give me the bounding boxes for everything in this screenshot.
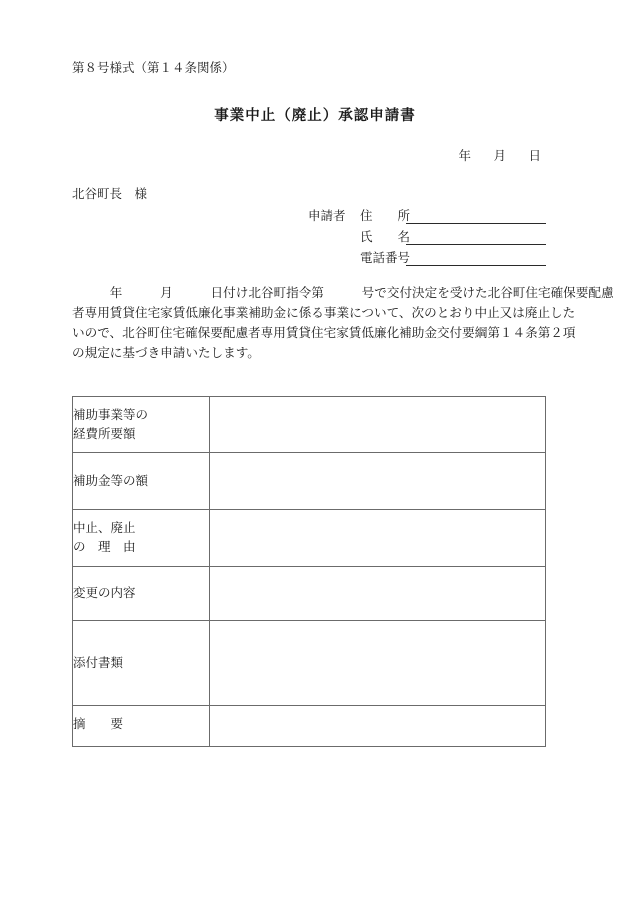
body-line-2: 者専用賃貸住宅家賃低廉化事業補助金に係る事業について、次のとおり中止又は廃止した bbox=[72, 306, 576, 320]
row-label-reason-for-suspension bbox=[73, 510, 210, 567]
row-label-attachments bbox=[73, 621, 210, 706]
applicant-name-row bbox=[308, 224, 546, 245]
applicant-tag: 申請者 bbox=[308, 209, 346, 223]
row-value-change-details[interactable] bbox=[210, 567, 546, 621]
row-label-subsidy-project-cost bbox=[73, 397, 210, 453]
table-row bbox=[73, 706, 546, 747]
addressee: 北谷町長 様 bbox=[72, 187, 148, 201]
form-number: 第８号様式（第１４条関係） bbox=[72, 61, 235, 75]
body-line-1: 年 月 日付け北谷町指令第 号で交付決定を受けた北谷町住宅確保要配慮 bbox=[72, 286, 614, 300]
applicant-name-field[interactable] bbox=[406, 229, 546, 245]
applicant-address-row bbox=[308, 203, 546, 224]
applicant-address-field[interactable] bbox=[406, 208, 546, 224]
label-line: 補助金等の額 bbox=[73, 473, 149, 488]
document-title: 事業中止（廃止）承認申請書 bbox=[214, 108, 416, 124]
table-row bbox=[73, 621, 546, 706]
row-value-remarks[interactable] bbox=[210, 706, 546, 747]
label-line: 摘 要 bbox=[73, 717, 124, 731]
body-line-3: いので、北谷町住宅確保要配慮者専用賃貸住宅家賃低廉化補助金交付要綱第１４条第２項 bbox=[72, 326, 576, 340]
applicant-address-label: 住 所 bbox=[360, 209, 411, 223]
application-table bbox=[72, 396, 546, 747]
label-line: 補助事業等の bbox=[73, 407, 149, 422]
applicant-phone-row bbox=[308, 245, 546, 266]
row-value-subsidy-amount[interactable] bbox=[210, 453, 546, 510]
table-row bbox=[73, 397, 546, 453]
row-label-subsidy-amount bbox=[73, 453, 210, 510]
applicant-name-label: 氏 名 bbox=[360, 230, 411, 244]
label-line: 添付書類 bbox=[73, 655, 124, 670]
applicant-phone-field[interactable] bbox=[406, 250, 546, 266]
label-line: の 理 由 bbox=[73, 540, 136, 554]
row-label-change-details bbox=[73, 567, 210, 621]
table-row bbox=[73, 453, 546, 510]
row-label-remarks bbox=[73, 706, 210, 747]
table-row bbox=[73, 567, 546, 621]
body-paragraph bbox=[72, 283, 614, 363]
label-line: 中止、廃止 bbox=[73, 521, 136, 535]
applicant-block bbox=[308, 203, 546, 266]
label-line: 経費所要額 bbox=[73, 426, 136, 441]
label-line: 変更の内容 bbox=[73, 586, 136, 600]
body-line-4: の規定に基づき申請いたします。 bbox=[72, 346, 260, 360]
table-row bbox=[73, 510, 546, 567]
applicant-phone-label: 電話番号 bbox=[360, 251, 411, 265]
row-value-reason-for-suspension[interactable] bbox=[210, 510, 546, 567]
row-value-attachments[interactable] bbox=[210, 621, 546, 706]
date-line: 年 月 日 bbox=[458, 149, 546, 163]
row-value-subsidy-project-cost[interactable] bbox=[210, 397, 546, 453]
